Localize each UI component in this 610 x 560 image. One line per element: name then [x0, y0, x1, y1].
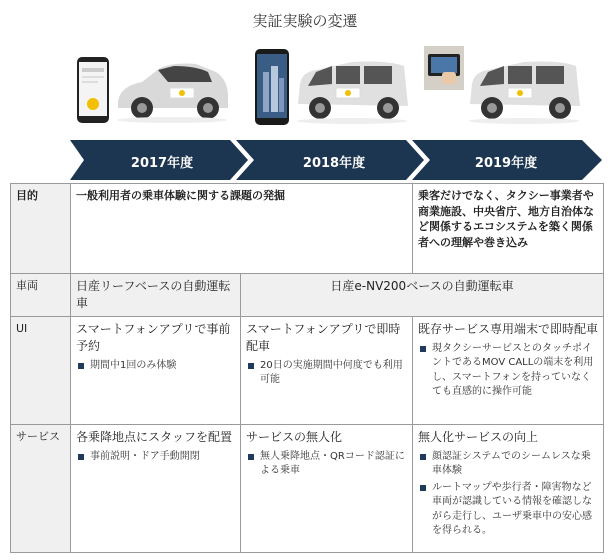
- year-label-2017: 2017年度: [130, 156, 194, 171]
- table-row-ui: [11, 317, 604, 425]
- nv200-van-image-2019: [464, 54, 584, 126]
- ui-2017-main: スマートフォンアプリで事前予約: [76, 322, 231, 353]
- year-label-2019: 2019年度: [474, 156, 538, 171]
- page-title: 実証実験の変遷: [252, 12, 358, 30]
- service-2018-bullet: 無人乗降地点・QRコード認証による乗車: [246, 450, 407, 479]
- year-label-2018: 2018年度: [302, 156, 366, 171]
- service-2017-bullet: 事前説明・ドア手動開閉: [76, 450, 235, 465]
- smartphone-city-image: [254, 48, 290, 130]
- table-row-purpose: [11, 184, 604, 274]
- ui-2017-bullet: 期間中1回のみ体験: [76, 359, 235, 374]
- purpose-2019: 乗客だけでなく、タクシー事業者や商業施設、中央省庁、地方自治体など関係するエコシステムを築く関係者への理解や巻き込み: [413, 184, 604, 274]
- ui-2018: [241, 317, 413, 425]
- ui-2017: [71, 317, 241, 425]
- vehicle-2018-2019: 日産e-NV200ベースの自動運転車: [241, 274, 604, 317]
- row-label-vehicle: 車両: [11, 274, 71, 317]
- service-2019-bullet-1: 顔認証システムでのシームレスな乗車体験: [418, 450, 598, 479]
- row-label-service: サービス: [11, 425, 71, 553]
- nv200-van-image-2018: [292, 54, 412, 126]
- service-2018: [241, 425, 413, 553]
- ui-2019-main: 既存サービス専用端末で即時配車: [418, 322, 599, 337]
- ui-2018-main: スマートフォンアプリで即時配車: [246, 322, 401, 353]
- service-2019-bullet-2: ルートマップや歩行者・障害物など車両が認識している情報を確認しながら走行し、ユーザ乗車中の安心感を得られる。: [418, 481, 598, 539]
- ui-2018-bullet: 20日の実施期間中何度でも利用可能: [246, 359, 407, 388]
- service-2018-main: サービスの無人化: [246, 430, 343, 445]
- row-label-purpose: 目的: [11, 184, 71, 274]
- ui-2019: [413, 317, 604, 425]
- vehicle-2017: 日産リーフベースの自動運転車: [71, 274, 241, 317]
- table-row-vehicle: [11, 274, 604, 317]
- smartphone-app-image: [76, 56, 110, 128]
- tablet-terminal-image: [424, 46, 464, 94]
- service-2019: [413, 425, 604, 553]
- ui-2019-bullet: 現タクシーサービスとのタッチポイントであるMOV CALLの端末を利用し、スマートフォンを持っていなくても直感的に操作可能: [418, 342, 598, 400]
- row-label-ui: UI: [11, 317, 71, 425]
- vehicle-image-row: [0, 44, 610, 134]
- table-row-service: [11, 425, 604, 553]
- purpose-2017-2018: 一般利用者の乗車体験に関する課題の発掘: [71, 184, 413, 274]
- leaf-car-image: [112, 56, 232, 126]
- comparison-table: [10, 183, 604, 553]
- service-2017: [71, 425, 241, 553]
- service-2019-main: 無人化サービスの向上: [418, 430, 539, 445]
- service-2017-main: 各乗降地点にスタッフを配置: [76, 430, 233, 445]
